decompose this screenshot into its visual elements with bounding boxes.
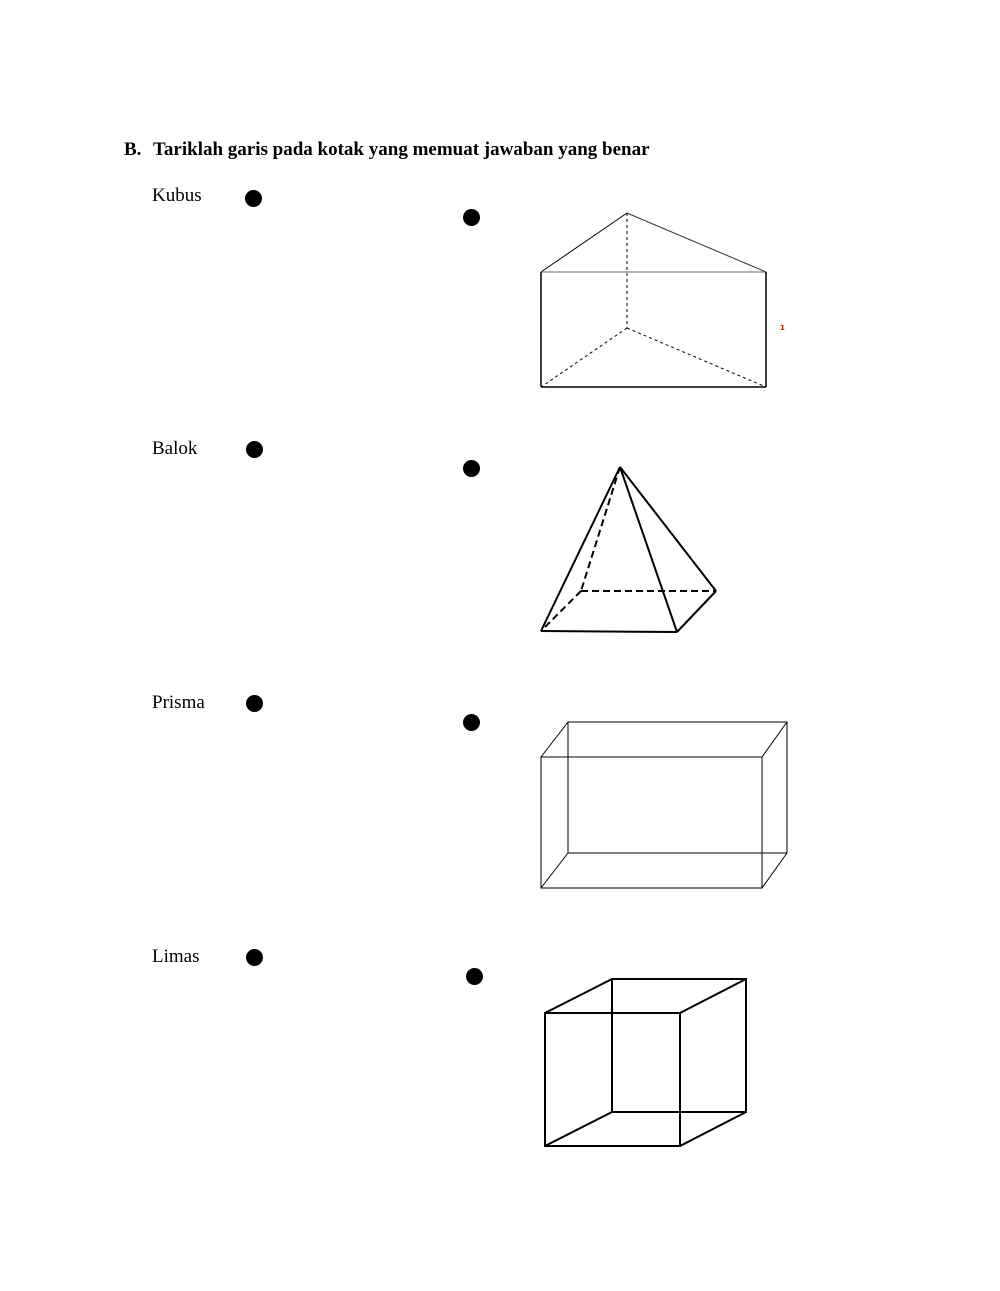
term-balok: Balok xyxy=(152,438,198,459)
term-kubus: Kubus xyxy=(152,185,202,206)
term-prisma: Prisma xyxy=(152,692,205,713)
section-letter: B. xyxy=(124,139,142,160)
section-instruction: Tariklah garis pada kotak yang memuat jawaban yang benar xyxy=(153,139,650,160)
term-limas: Limas xyxy=(152,946,200,967)
stray-mark: 1 xyxy=(780,324,785,332)
